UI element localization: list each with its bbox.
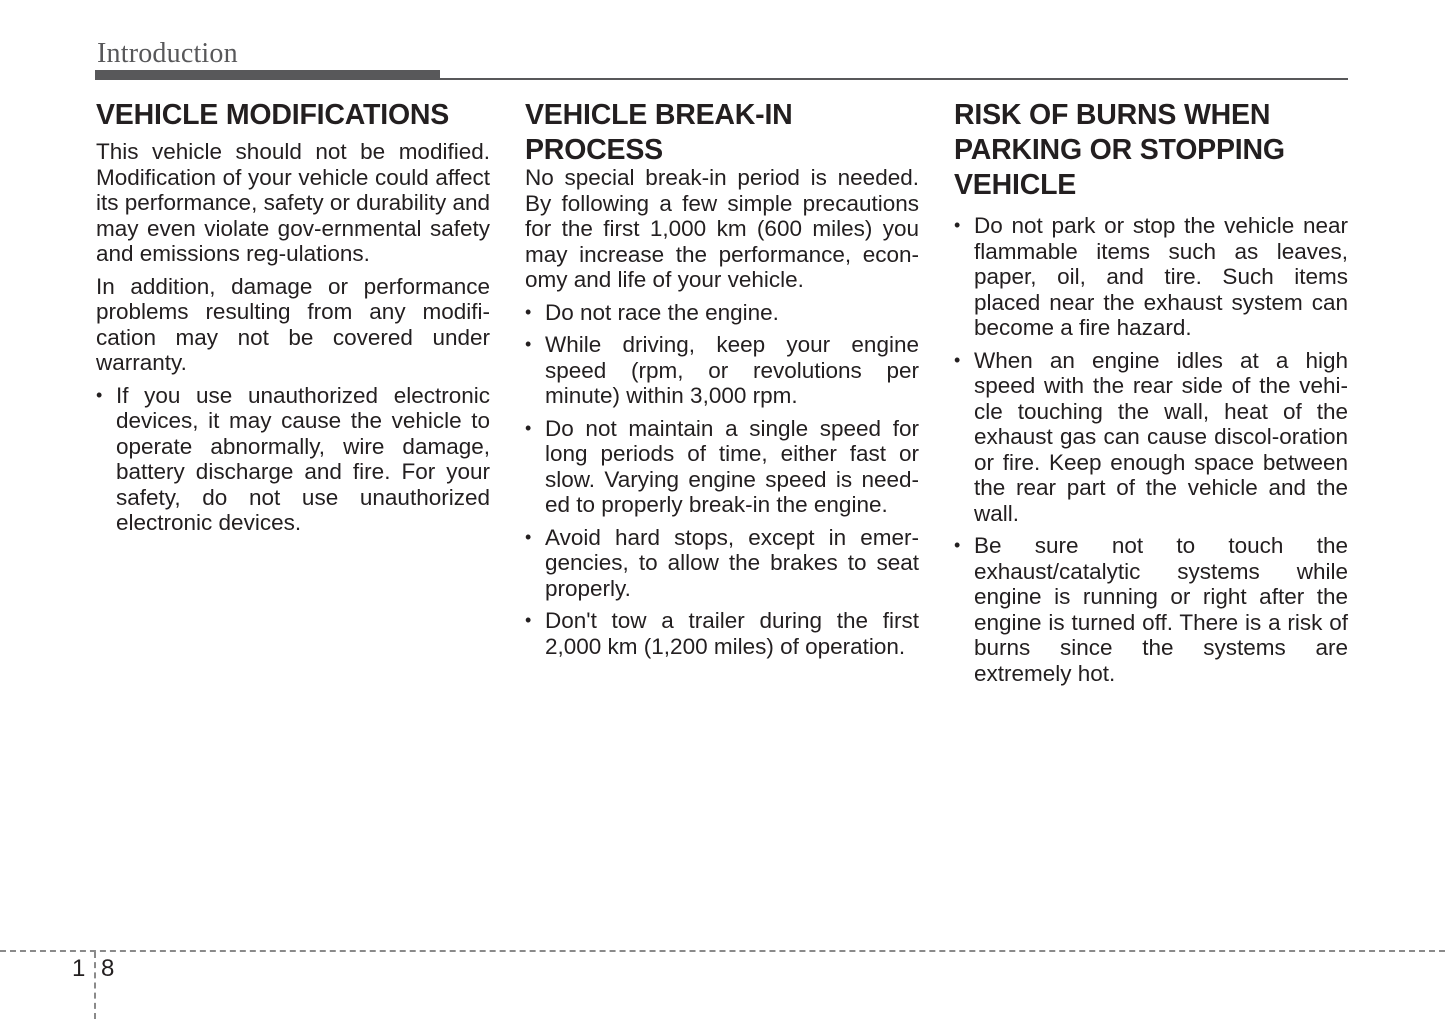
bullet-icon: •: [525, 417, 532, 438]
list-item: [954, 348, 1348, 527]
footer-divider: [0, 950, 1445, 952]
list-item-text: Be sure not to touch the exhaust/catalytic systems while engine is running or right after the engine is turned off. There is a risk of burns since the systems are extremely hot.: [974, 533, 1348, 686]
list-item: [954, 533, 1348, 686]
list-item: [525, 300, 919, 326]
bullet-icon: •: [96, 384, 103, 405]
heading-risk-of-burns: RISK OF BURNS WHEN PARKING OR STOPPING VEHICLE: [954, 99, 1285, 201]
list-item-text: When an engine idles at a high speed with the rear side of the vehi-cle touching the wall, heat of the exhaust gas can cause discol-oration or fire. Keep enough space between the rear part of the vehicle and the wall.: [974, 347, 1348, 526]
list-item: [954, 213, 1348, 341]
list-item: [96, 383, 490, 536]
list-item: [525, 525, 919, 602]
list-item-text: Avoid hard stops, except in emer-gencies, to allow the brakes to seat properly.: [545, 524, 919, 601]
column-risk-of-burns: [954, 98, 1348, 693]
bullet-list: [954, 213, 1348, 686]
column-vehicle-modifications: [96, 98, 490, 543]
heading-vehicle-modifications: VEHICLE MODIFICATIONS: [96, 99, 450, 131]
header-rule-thick: [95, 70, 440, 80]
bullet-icon: •: [525, 301, 532, 322]
column-vehicle-break-in: [525, 98, 919, 666]
list-item-text: Don't tow a trailer during the first 2,000 km (1,200 miles) of operation.: [545, 608, 919, 659]
paragraph: No special break-in period is needed. By following a few simple precautions for the first 1,000 km (600 miles) you may increase the performance, econ-omy and life of your vehicle.: [525, 165, 919, 292]
list-item: [525, 332, 919, 409]
header-rule-thin: [440, 78, 1348, 80]
bullet-icon: •: [954, 215, 961, 235]
list-item-text: Do not race the engine.: [545, 299, 779, 325]
list-item-text: Do not park or stop the vehicle near flammable items such as leaves, paper, oil, and tire. Such items placed near the exhaust system can become a fire hazard.: [974, 213, 1348, 340]
list-item-text: While driving, keep your engine speed (rpm, or revolutions per minute) within 3,000 rpm.: [545, 332, 919, 408]
list-item: [525, 608, 919, 659]
list-item-text: If you use unauthorized electronic devices, it may cause the vehicle to operate abnormally, wire damage, battery discharge and fire. For your safety, do not use unauthorized electronic devices.: [116, 382, 490, 535]
section-label: Introduction: [97, 38, 238, 69]
paragraph: This vehicle should not be modified. Modification of your vehicle could affect its performance, safety or durability and may even violate gov-ernmental safety and emissions reg-ulations.: [96, 139, 490, 266]
bullet-icon: •: [954, 349, 961, 370]
heading-vehicle-break-in: VEHICLE BREAK-IN PROCESS: [525, 99, 793, 166]
page-number: 8: [101, 955, 115, 982]
bullet-icon: •: [954, 535, 961, 555]
bullet-list: [96, 383, 490, 536]
bullet-list: [525, 300, 919, 660]
footer-page-divider: [94, 952, 96, 1019]
bullet-icon: •: [525, 526, 532, 547]
paragraph: In addition, damage or performance problems resulting from any modifi-cation may not be covered under warranty.: [96, 273, 490, 375]
chapter-number: 1: [72, 955, 86, 982]
bullet-icon: •: [525, 610, 532, 630]
bullet-icon: •: [525, 334, 532, 354]
list-item-text: Do not maintain a single speed for long periods of time, either fast or slow. Varying engine speed is need-ed to properly break-in the engine.: [545, 415, 919, 517]
list-item: [525, 416, 919, 518]
